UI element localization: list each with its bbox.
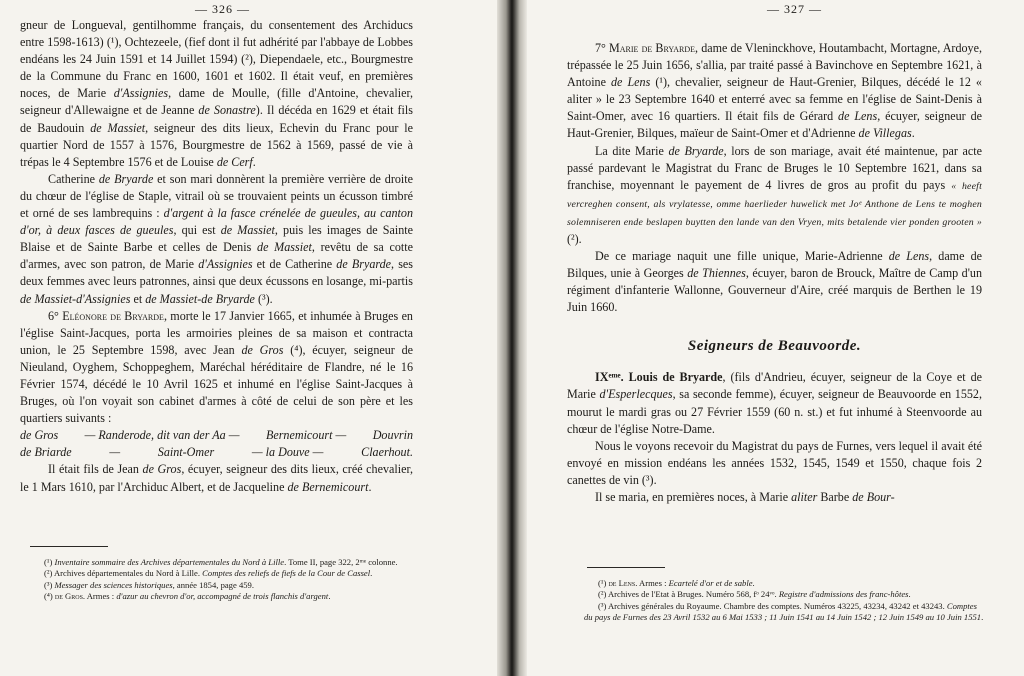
- text-run: 6°: [48, 308, 63, 323]
- text-run: Catherine: [48, 171, 99, 186]
- right-paragraph-1: [567, 40, 982, 143]
- text-run: , année 1854, page 459.: [172, 579, 254, 590]
- quarter-name: Douvrin: [372, 428, 413, 443]
- left-footnotes: [30, 557, 410, 602]
- text-run: (⁴), écuyer, seigneur de Nieuland, Oyghem, Schoppeghem, Maréchal héréditaire de Flandre, né le 16 Février 1574, décédé le 10 Avril 1625 et inhumé en l'église Saint-Jacques à Bruges, où l'on voyait son cabinet d'armes à côté de celui de son père et les quartiers suivants :: [20, 342, 414, 426]
- text-run: de Lens: [888, 248, 930, 263]
- text-run: , revêtu de sa cotte d'armes, avec son patron, de Marie: [20, 240, 414, 272]
- right-body-text: [567, 40, 982, 506]
- text-run: (²).: [567, 231, 582, 246]
- left-paragraph-2: [20, 171, 413, 308]
- text-run: (⁴): [44, 590, 55, 601]
- text-run: de Massiet: [257, 240, 312, 255]
- page-number-left: — 326 —: [195, 2, 250, 16]
- quarter-name: Saint-Omer: [157, 445, 215, 460]
- text-run: de Cerf: [216, 154, 253, 169]
- text-run: , morte le 17 Janvier 1665, et inhumée à Bruges en l'église Saint-Jacques, porta les armoiries pleines de sa maison et contracta union, le 25 Septembre 1598, avec Jean: [20, 308, 413, 357]
- text-run: et: [130, 291, 146, 306]
- text-run: .: [752, 578, 755, 588]
- text-run: , qui est: [173, 223, 221, 238]
- text-run: et de Catherine: [252, 257, 337, 272]
- book-gutter: [497, 0, 527, 676]
- text-run: gneur de Longueval, gentilhomme français, du consentement des Archiducs entre 1598-1613) (¹), Ochtezeele, (fief dont il fut adhérité par l'abbaye de Lobbes endéans les 24 Juin 1591 et 14 Juillet 1594) (²), Diependaele, etc., Bourgmestre de la Commune du Franc en 1600, 1601 et 1602. Il était veuf, en premières noces, de Marie: [20, 18, 413, 101]
- text-run: de Sonastre: [198, 103, 256, 118]
- quarter-name: Claerhout.: [361, 445, 413, 460]
- right-paragraph-5: [567, 438, 982, 489]
- footnote: [30, 568, 410, 579]
- text-run: de Lens: [608, 578, 636, 588]
- text-run: Registre d'admissions des franc-hôtes: [778, 589, 909, 600]
- quarter-name: —: [109, 445, 121, 460]
- text-run: de Massiet-de Bryarde: [145, 291, 255, 306]
- text-run: de Bryarde: [336, 257, 392, 272]
- text-run: IXᵉᵐᵉ. Louis de Bryarde: [595, 370, 723, 385]
- text-run: Marie de Bryarde: [609, 41, 696, 55]
- text-run: . Armes :: [82, 590, 117, 601]
- text-run: Eléonore de Bryarde: [62, 308, 164, 323]
- text-run: , ses deux femmes avec leurs patronnes, ainsi que deux écussons en losange, mi-partis: [20, 257, 414, 289]
- text-run: de Bour-: [852, 489, 895, 504]
- footnote: [30, 557, 410, 568]
- text-run: Il se maria, en premières noces, à Marie: [595, 489, 792, 504]
- footnote: [584, 578, 984, 589]
- text-run: d'azur au chevron d'or, accompagné de trois flanchis d'argent: [116, 590, 329, 601]
- footnote: [584, 601, 984, 624]
- text-run: aliter: [791, 489, 818, 504]
- right-paragraph-4: [567, 369, 982, 437]
- right-paragraph-2: [567, 143, 982, 248]
- text-run: . Armes :: [635, 578, 669, 588]
- left-closing-paragraph: [20, 461, 413, 495]
- text-run: .: [911, 126, 915, 141]
- text-run: , dame de Bilques, unie à Georges: [567, 248, 982, 280]
- left-paragraph-1: [20, 17, 413, 171]
- text-run: et son mari donnèrent la première verrière de droite du chœur de l'église de Staple, vitrail où se trouvaient peints un écusson timbré et orné de ses lambrequins :: [20, 171, 413, 221]
- text-run: Il était fils de Jean: [48, 462, 143, 477]
- text-run: .: [368, 479, 372, 494]
- text-run: de Lens: [611, 75, 651, 90]
- text-run: de Bryarde: [98, 171, 154, 186]
- text-run: , écuyer, seigneur de Haut-Grenier, Bilques, maïeur de Saint-Omer et d'Adrienne: [567, 109, 982, 141]
- text-run: de Villegas: [858, 126, 912, 141]
- text-run: de Thiennes: [687, 265, 746, 280]
- text-run: , dame de Moulle, (fille d'Antoine, chevalier, seigneur d'Allewaigne et de Jeanne: [20, 86, 414, 118]
- text-run: , écuyer, seigneur des dits lieux, créé chevalier, le 1 Mars 1610, par l'Archiduc Albert, et de Jacqueline: [20, 462, 414, 494]
- text-run: .: [908, 589, 911, 600]
- text-run: , sa seconde femme), écuyer, seigneur de Beauvoorde en 1552, mourut le mardi gras ou 27 Février 1559 (60 n. st.) et fut inhumé à Steenvoorde au chœur de l'église Notre-Dame.: [567, 387, 983, 436]
- footnote: [30, 580, 410, 591]
- text-run: (³) Archives générales du Royaume. Chambre des comptes. Numéros 43225, 43234, 43242 et 43243.: [598, 600, 947, 611]
- quarters-row-1: [20, 427, 413, 444]
- text-run: (¹): [44, 557, 55, 567]
- text-run: (³): [44, 579, 55, 590]
- text-run: Messager des sciences historiques: [54, 579, 173, 590]
- right-paragraph-3: [567, 248, 982, 316]
- footnote-rule-right: [587, 567, 665, 568]
- text-run: de Massiet: [90, 120, 146, 135]
- text-run: de Lens: [838, 109, 878, 124]
- page-number-right: — 327 —: [767, 2, 822, 16]
- right-paragraph-6: [567, 489, 982, 506]
- text-run: , lors de son mariage, avait été maintenue, par acte passé pardevant le Magistrat du Franc de Bruges le 10 Septembre 1621, dans sa franchise, moyennant le payement de 4 livres de gros au profit du pays: [567, 143, 982, 192]
- footnote: [30, 591, 410, 602]
- text-run: (²) Archives de l'Etat à Bruges. Numéro 568, fᵒ 24ᵛᵒ.: [598, 589, 779, 600]
- text-run: de Bryarde: [668, 143, 724, 158]
- text-run: , (fils d'Andrieu, écuyer, seigneur de la Coye et de Marie: [567, 370, 982, 402]
- text-run: (¹), chevalier, seigneur de Haut-Grenier, Bilques, décédé le 12 « aliter » le 23 Septembre 1640 et enterré avec sa femme en l'église de Saint-Denis à Saint-Omer, avec 16 quartiers. Il était fils de Gérard: [567, 75, 982, 124]
- text-run: Comptes des reliefs de fiefs de la Cour de Cassel: [202, 568, 371, 579]
- text-run: (³).: [254, 291, 273, 306]
- text-run: , seigneur des dits lieux, Echevin du Franc pour le quartier Nord de 1557 à 1576, Bourgmestre de 1562 à 1569, passé de vie à trépas le 4 Septembre 1576 et de Louise: [20, 120, 414, 169]
- text-run: .: [370, 568, 373, 579]
- text-run: de Massiet: [220, 223, 275, 238]
- quarter-name: de Briarde: [20, 445, 72, 460]
- quarter-name: — la Douve —: [251, 445, 324, 460]
- text-run: ). Il décéda en 1629 et était fils de Baudouin: [20, 103, 413, 135]
- text-run: (¹): [598, 578, 609, 588]
- text-run: De ce mariage naquit une fille unique, Marie-Adrienne: [595, 248, 889, 263]
- text-run: (²) Archives départementales du Nord à Lille.: [44, 568, 203, 579]
- text-run: La dite Marie: [595, 143, 669, 158]
- text-run: Ecartelé d'or et de sable: [668, 578, 753, 588]
- text-run: de Gros: [241, 342, 284, 357]
- text-run: , dame de Vleninckhove, Houtambacht, Mortagne, Ardoye, trépassée le 25 Juin 1656, s'allia, par traité passé à Bavinchove en Septembre 1621, à Antoine: [567, 41, 982, 90]
- text-run: d'Assignies: [113, 86, 169, 101]
- quarter-name: de Gros: [20, 428, 59, 443]
- text-run: de Bernemicourt: [287, 479, 369, 494]
- text-run: , écuyer, baron de Brouck, Maître de Camp d'un régiment d'infanterie Wallonne, Gouverneur d'Aire, créé marquis de Berthen le 19 Juin 1660.: [567, 265, 982, 315]
- text-run: . Tome II, page 322, 2ᵐᵉ colonne.: [284, 557, 398, 567]
- text-run: d'Esperlecques: [599, 387, 673, 402]
- text-run: Nous le voyons recevoir du Magistrat du pays de Furnes, vers lequel il avait été envoyé en mission endéans les années 1532, 1545, 1549 et 1550, chaque fois 2 canettes de vin (³).: [567, 438, 982, 487]
- text-run: Barbe: [817, 489, 853, 504]
- text-run: .: [252, 154, 256, 169]
- right-footnotes: [584, 578, 984, 623]
- text-run: « heeft vercreghen consent, als vrylatesse, omme haerlieder huwelick met Joᵉ Anthone de Lens te moghen solemniseren ende beslapen buytten den lande van den Vryen, mits betalende vier ponden grooten »: [567, 180, 982, 228]
- text-run: d'argent à la fasce crénelée de gueules, au canton d'or, à deux fasces de gueules: [20, 206, 413, 238]
- text-run: .: [981, 611, 984, 622]
- text-run: d'Assignies: [198, 257, 253, 272]
- text-run: , puis les images de Sainte Blaise et de Sainte Barbe et celles de Denis: [20, 223, 413, 255]
- quarters-row-2: [20, 444, 413, 461]
- quarter-name: Bernemicourt —: [265, 428, 347, 443]
- text-run: de Gros: [54, 590, 83, 601]
- quarter-name: — Randerode, dit van der Aa —: [84, 428, 240, 443]
- right-page: [527, 0, 1024, 676]
- left-body-text: [20, 17, 413, 496]
- section-heading: Seigneurs de Beauvoorde.: [687, 338, 862, 355]
- text-run: de Massiet-d'Assignies: [20, 291, 131, 306]
- text-run: Inventaire sommaire des Archives départementales du Nord à Lille: [54, 557, 285, 567]
- text-run: 7°: [595, 41, 610, 55]
- left-paragraph-3: [20, 308, 413, 428]
- text-run: .: [328, 590, 331, 601]
- left-page: [0, 0, 497, 676]
- footnote-rule-left: [30, 546, 108, 547]
- text-run: de Gros: [142, 462, 182, 477]
- footnote: [584, 589, 984, 600]
- text-run: Comptes du pays de Furnes des 23 Avril 1532 au 6 Mai 1533 ; 11 Juin 1541 au 14 Juin 1542 ; 12 Juin 1549 au 10 Juin 1551: [584, 600, 982, 622]
